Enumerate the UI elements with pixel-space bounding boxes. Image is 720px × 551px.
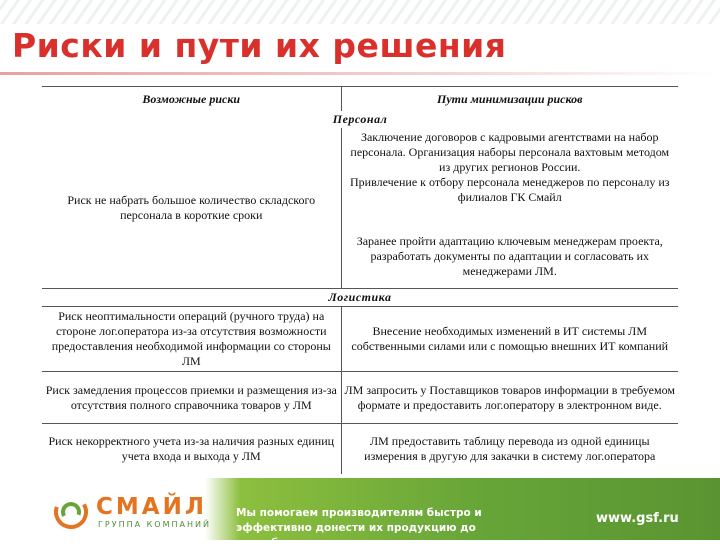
risk-cell: Риск некорректного учета из-за наличия разных единиц учета входа и выхода у ЛМ [42,424,341,475]
section-row-personnel [42,111,678,128]
risk-cell: Риск неоптимальности операций (ручного труда) на стороне лог.оператора из-за отсутствия возможности предоставления необходимой информации со стороны ЛМ [42,307,341,372]
section-title-personnel: Персонал [332,112,388,126]
risk-cell: Риск не набрать большое количество складского персонала в короткие сроки [42,128,341,289]
footer-slogan: Мы помогаем производителям быстро и эффективно донести их продукцию до потребителя [236,507,482,549]
header-risks: Возможные риски [42,87,341,112]
website-link[interactable]: www.gsf.ru [596,511,679,526]
solution-cell: Заранее пройти адаптацию ключевым менеджерам проекта, разработать документы по адаптации и согласовать их менеджерами ЛМ. [341,224,678,288]
section-title-logistics: Логистика [42,289,678,307]
solution-cell: ЛМ запросить у Поставщиков товаров информации в требуемом формате и предоставить лог.оператору в электронном виде. [341,372,678,424]
solution-cell: ЛМ предоставить таблицу перевода из одной единицы измерения в другую для закачки в систему лог.оператора [364,434,656,463]
smile-logo-icon [54,495,88,529]
solution-cell: Внесение необходимых изменений в ИТ системы ЛМ собственными силами или с помощью внешних ИТ компаний [341,307,678,372]
risk-cell: Риск замедления процессов приемки и размещения из-за отсутствия полного справочника товаров у ЛМ [42,372,341,424]
table-row [42,372,678,424]
section-row-logistics [42,289,678,307]
table-header-row [42,87,678,112]
brand-subtitle: ГРУППА КОМПАНИЙ [98,520,211,529]
solution-cell [341,128,678,224]
solution-text: Заключение договоров с кадровыми агентствами на набор персонала. Организация наборы персонала вахтовым методом из других регионов России. [350,130,670,174]
solution-text: Привлечение к отбору персонала менеджеров по персоналу из филиалов ГК Смайл [350,175,670,204]
table-row [42,424,678,475]
header-ways: Пути минимизации рисков [341,87,678,112]
risk-table [42,86,678,474]
table-row [42,307,678,372]
brand-name: СМАЙЛ [96,494,207,520]
title-divider [0,72,720,75]
table-row [42,128,678,224]
header-decoration [0,0,720,24]
page-title: Риски и пути их решения [12,26,507,65]
